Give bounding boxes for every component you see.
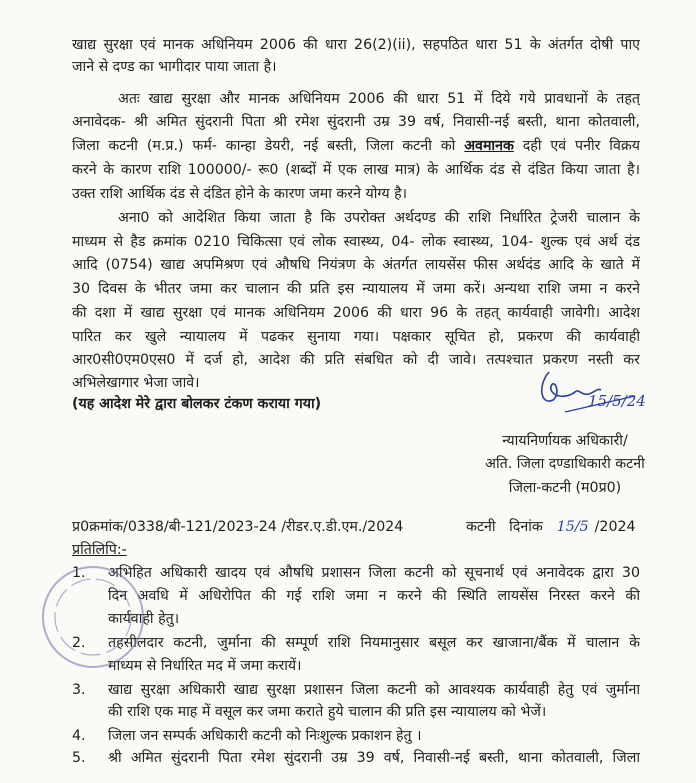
paragraph2-line bbox=[72, 135, 640, 157]
copy-number: 1. bbox=[72, 565, 86, 581]
copy-item-line: जिला जन सम्पर्क अधिकारी कटनी को निःशुल्क प्रकाशन हेतु । bbox=[108, 728, 422, 744]
paragraph3-line: पारित कर खुले न्यायालय में पढकर सुनाया गया। पक्षकार सूचित हो, प्रकरण की कार्यवाही bbox=[72, 329, 640, 345]
paragraph3-line: अना0 को आदेशित किया जाता है कि उपरोक्त अर्थदण्ड की राशि निर्धारित ट्रेजरी चालान के bbox=[118, 210, 640, 226]
emphasized-substandard: अवमानक bbox=[464, 138, 514, 154]
copy-number: 5. bbox=[72, 750, 86, 766]
copy-item-line: श्री अमित सुंदरानी पिता रमेश सुंदरानी उम्र 39 वर्ष, निवासी-नई बस्ती, थाना कोतवाली, जिला bbox=[108, 750, 640, 766]
paragraph3-line: की दशा में खाद्य सुरक्षा एवं मानक अधिनियम 2006 की धारा 96 के तहत् कार्यवाही जावेगी। आदेश bbox=[72, 305, 640, 321]
reference-number: प्र0क्रमांक/0338/बी-121/2023-24 /रीडर.ए.डी.एम./2024 bbox=[72, 519, 404, 535]
copy-item-line: तहसीलदार कटनी, जुर्माना की सम्पूर्ण राशि नियमानुसार बसूल कर खाजाना/बैंक में चालान के bbox=[108, 635, 640, 651]
copy-number: 2. bbox=[72, 635, 86, 651]
designation-line: जिला-कटनी (म0प्र0) bbox=[508, 480, 622, 496]
paragraph2-line: अनावेदक- श्री अमित सुंदरानी पिता श्री रमेश सुंदरानी उम्र 39 वर्ष, निवासी-नई बस्ती, थाना कोतवाली, bbox=[72, 114, 640, 130]
copy-item-line: खाद्य सुरक्षा अधिकारी खाद्य सुरक्षा प्रशासन जिला कटनी को आवश्यक कार्यवाही हेतु एवं जुर्माना bbox=[108, 682, 640, 698]
paragraph1-line: खाद्य सुरक्षा एवं मानक अधिनियम 2006 की धारा 26(2)(ii), सहपठित धारा 51 के अंतर्गत दोषी पाए bbox=[72, 37, 640, 53]
year: /2024 bbox=[594, 519, 636, 535]
copy-item-line: अभिहित अधिकारी खादय एवं औषधि प्रशासन जिला कटनी को सूचनार्थ एवं अनावेदक द्वारा 30 bbox=[108, 565, 640, 581]
office-stamp bbox=[38, 555, 148, 685]
signature-date: 15/5/24 bbox=[588, 392, 646, 410]
text: दही एवं पनीर विक्रय bbox=[513, 138, 640, 154]
copy-item-line: माध्यम से निर्धारित मद में जमा करायें। bbox=[108, 658, 302, 674]
text: जिला कटनी (म.प्र.) फर्म- कान्हा डेयरी, नई बस्ती, जिला कटनी को bbox=[72, 138, 465, 154]
copy-item-line: दिन अवधि में अधिरोपित की गई राशि जमा न करने की स्थिति लायसेंस निरस्त करने की bbox=[108, 588, 640, 604]
paragraph3-line: 30 दिवस के भीतर जमा कर चालान की प्रति इस न्यायालय में जमा करें। अन्यथा राशि जमा न करने bbox=[72, 281, 640, 297]
paragraph3-line: आदि (0754) खाद्य अपमिश्रण एवं औषधि नियंत्रण के अंतर्गत लायसेंस फीस अर्थदंड आदि के खाते में bbox=[72, 257, 640, 273]
paragraph2-line: उक्त राशि आर्थिक दंड से दंडित होने के कारण जमा करने योग्य है। bbox=[72, 186, 408, 202]
copy-item-line: कार्यवाही हेतु। bbox=[108, 611, 180, 627]
paragraph3-line: अभिलेखागार भेजा जावे। bbox=[72, 375, 200, 391]
dictation-note: (यह आदेश मेरे द्वारा बोलकर टंकण कराया गया) bbox=[72, 396, 322, 412]
paragraph1-line: जाने से दण्ड का भागीदार पाया जाता है। bbox=[72, 59, 277, 75]
paragraph2-line: करने के कारण राशि 100000/- रू0 (शब्दों में एक लाख मात्र) के आर्थिक दंड से दंडित किया जाता है। bbox=[72, 162, 640, 178]
paragraph3-line: आर0सी0एम0एस0 में दर्ज हो, आदेश की प्रति संबधित को दी जावे। तत्पश्चात प्रकरण नस्ती कर bbox=[72, 352, 640, 368]
copy-number: 3. bbox=[72, 682, 86, 698]
handwritten-date: 15/5 bbox=[556, 519, 589, 535]
copy-heading: प्रतिलिपि:- bbox=[72, 542, 127, 558]
designation-line: अति. जिला दण्डाधिकारी कटनी bbox=[485, 456, 645, 472]
copy-number: 4. bbox=[72, 728, 86, 744]
place-date-label: कटनी दिनांक bbox=[466, 519, 543, 535]
copy-item-line: की राशि एक माह में वसूल कर जमा कराते हुये चालान की प्रति इस न्यायालय को भेजें। bbox=[108, 704, 547, 720]
designation-line: न्यायनिर्णायक अधिकारी/ bbox=[502, 433, 628, 449]
paragraph3-line: माध्यम से हैड क्रमांक 0210 चिकित्सा एवं लोक स्वास्थ्य, 04- लोक स्वास्थ्य, 104- शुल्क एवं अर्थ दंड bbox=[72, 234, 640, 250]
paragraph2-line: अतः खाद्य सुरक्षा और मानक अधिनियम 2006 की धारा 51 में दिये गये प्रावधानों के तहत् bbox=[118, 91, 640, 107]
reference-date bbox=[466, 516, 636, 538]
